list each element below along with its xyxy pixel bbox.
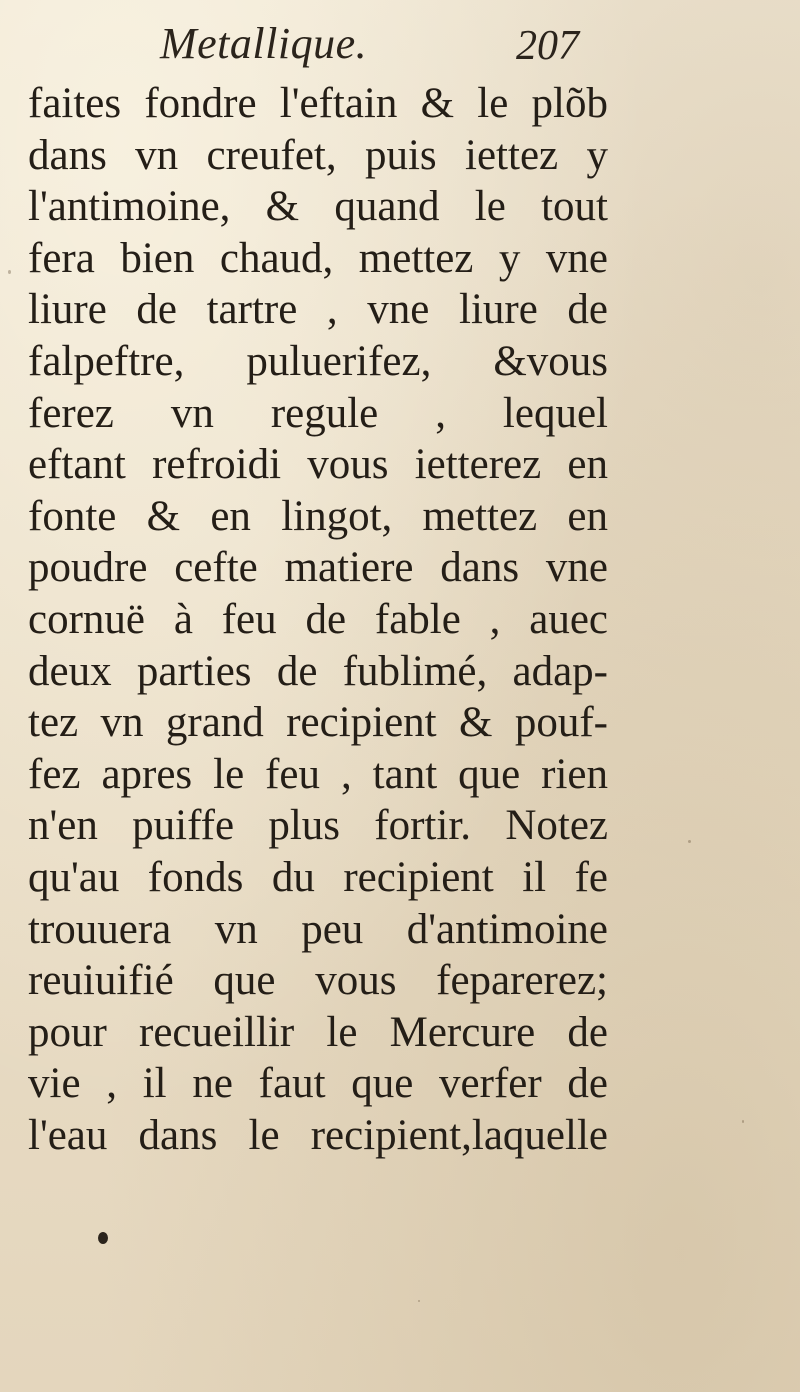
text-line: tez vn grand recipient & pouf-	[28, 699, 608, 747]
text-line: faites fondre l'eftain & le plõb	[28, 80, 608, 127]
text-line: poudre cefte matiere dans vne	[28, 544, 608, 592]
text-line: reuiuifié que vous feparerez;	[28, 957, 608, 1005]
page-number: 207	[516, 23, 579, 69]
text-line: l'antimoine, & quand le tout	[28, 183, 608, 231]
text-line: trouuera vn peu d'antimoine	[28, 905, 608, 953]
text-line: fez apres le feu , tant que rien	[28, 750, 608, 798]
text-line: l'eau dans le recipient,laquelle	[28, 1111, 608, 1159]
running-head	[0, 14, 800, 74]
text-line: deux parties de fublimé, adap-	[28, 647, 608, 695]
text-line: vie , il ne faut que verfer de	[28, 1060, 608, 1108]
text-line: qu'au fonds du recipient il fe	[28, 853, 608, 901]
text-line: n'en puiffe plus fortir. Notez	[28, 802, 608, 850]
paper-speck	[8, 270, 11, 274]
paper-speck	[742, 1120, 744, 1123]
body-text	[28, 78, 608, 1161]
running-head-title: Metallique.	[160, 19, 368, 68]
text-line: falpeftre, puluerifez, &vous	[28, 337, 608, 385]
text-line: fonte & en lingot, mettez en	[28, 492, 608, 540]
paper-speck	[688, 840, 691, 843]
text-line: liure de tartre , vne liure de	[28, 286, 608, 334]
paper-speck	[418, 1300, 420, 1302]
text-line: pour recueillir le Mercure de	[28, 1008, 608, 1056]
text-line: dans vn creufet, puis iettez y	[28, 131, 608, 179]
ink-dot-ornament	[98, 1232, 108, 1244]
text-line: cornuë à feu de fable , auec	[28, 595, 608, 643]
text-line: ferez vn regule , lequel	[28, 389, 608, 437]
text-line: fera bien chaud, mettez y vne	[28, 234, 608, 282]
text-line: eftant refroidi vous ietterez en	[28, 441, 608, 489]
